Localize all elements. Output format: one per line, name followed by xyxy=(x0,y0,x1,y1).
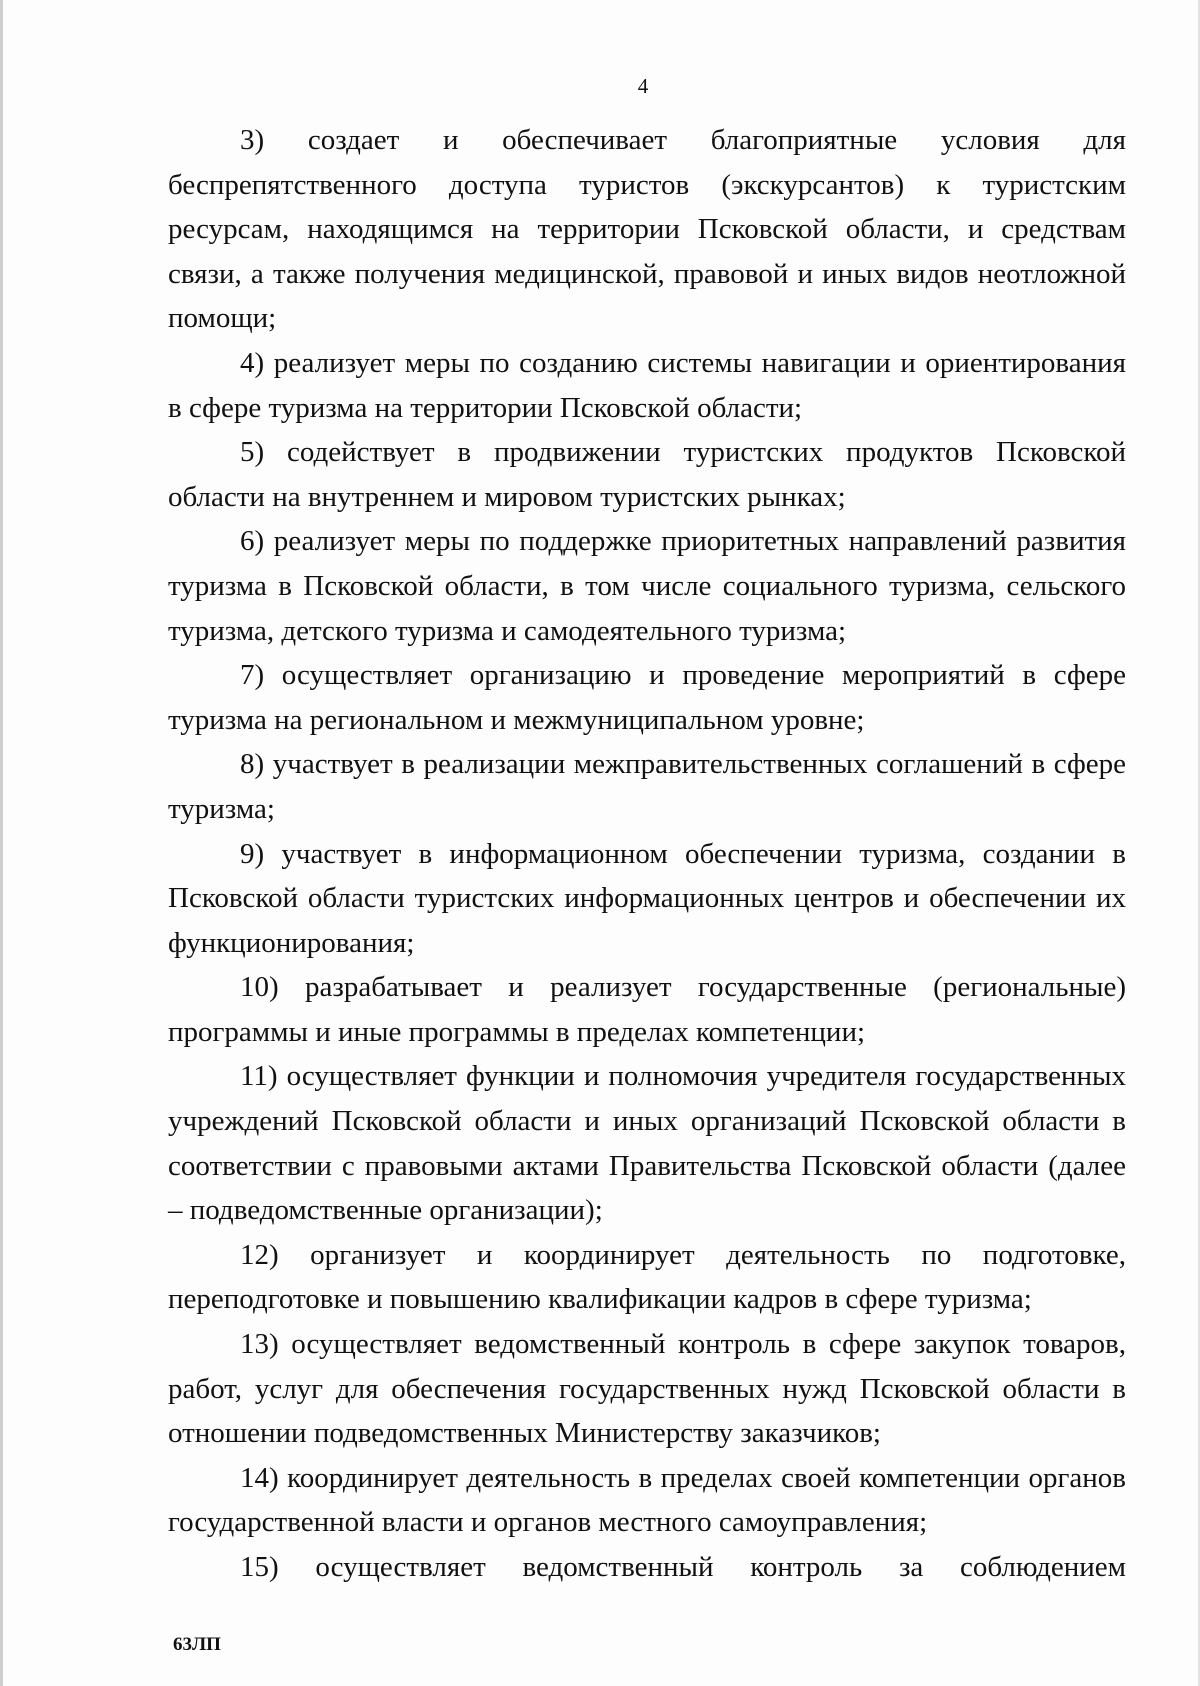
list-item-13: 13) осуществляет ведомственный контроль в сфере закупок товаров, работ, услуг для обеспечения государственных нужд Псковской области в отношении подведомственных Министерству заказчиков; xyxy=(168,1328,1126,1450)
list-item-3: 3) создает и обеспечивает благоприятные условия для беспрепятственного доступа туристов (экскурсантов) к туристским ресурсам, находящимся на территории Псковской области, и средствам связи, а также получения медицинской, правовой и иных видов неотложной помощи; xyxy=(168,124,1126,335)
list-item-10: 10) разрабатывает и реализует государственные (региональные) программы и иные программы в пределах компетенции; xyxy=(168,971,1126,1048)
list-item-14: 14) координирует деятельность в пределах своей компетенции органов государственной власти и органов местного самоуправления; xyxy=(168,1461,1126,1539)
list-item-4: 4) реализует меры по созданию системы навигации и ориентирования в сфере туризма на территории Псковской области; xyxy=(168,346,1126,424)
list-item-11: 11) осуществляет функции и полномочия учредителя государственных учреждений Псковской области и иных организаций Псковской области в соответствии с правовыми актами Правительства Псковской области (далее – подведомственные организации); xyxy=(168,1060,1126,1227)
list-item-7: 7) осуществляет организацию и проведение мероприятий в сфере туризма на региональном и межмуниципальном уровне; xyxy=(168,659,1126,736)
list-item-8: 8) участвует в реализации межправительственных соглашений в сфере туризма; xyxy=(168,748,1126,825)
list-item-5: 5) содействует в продвижении туристских продуктов Псковской области на внутреннем и мировом туристских рынках; xyxy=(168,436,1126,513)
document-code: 63ЛП xyxy=(173,1634,221,1655)
list-item-12: 12) организует и координирует деятельность по подготовке, переподготовке и повышению квалификации кадров в сфере туризма; xyxy=(168,1238,1126,1316)
list-item-6: 6) реализует меры по поддержке приоритетных направлений развития туризма в Псковской области, в том числе социального туризма, сельского туризма, детского туризма и самодеятельного туризма; xyxy=(168,525,1126,647)
list-item-15: 15) осуществляет ведомственный контроль за соблюдением xyxy=(240,1551,1126,1583)
document-body xyxy=(168,118,1126,1590)
list-item-9: 9) участвует в информационном обеспечении туризма, создании в Псковской области туристских информационных центров и обеспечении их функционирования; xyxy=(168,837,1126,959)
page-number: 4 xyxy=(637,74,649,98)
